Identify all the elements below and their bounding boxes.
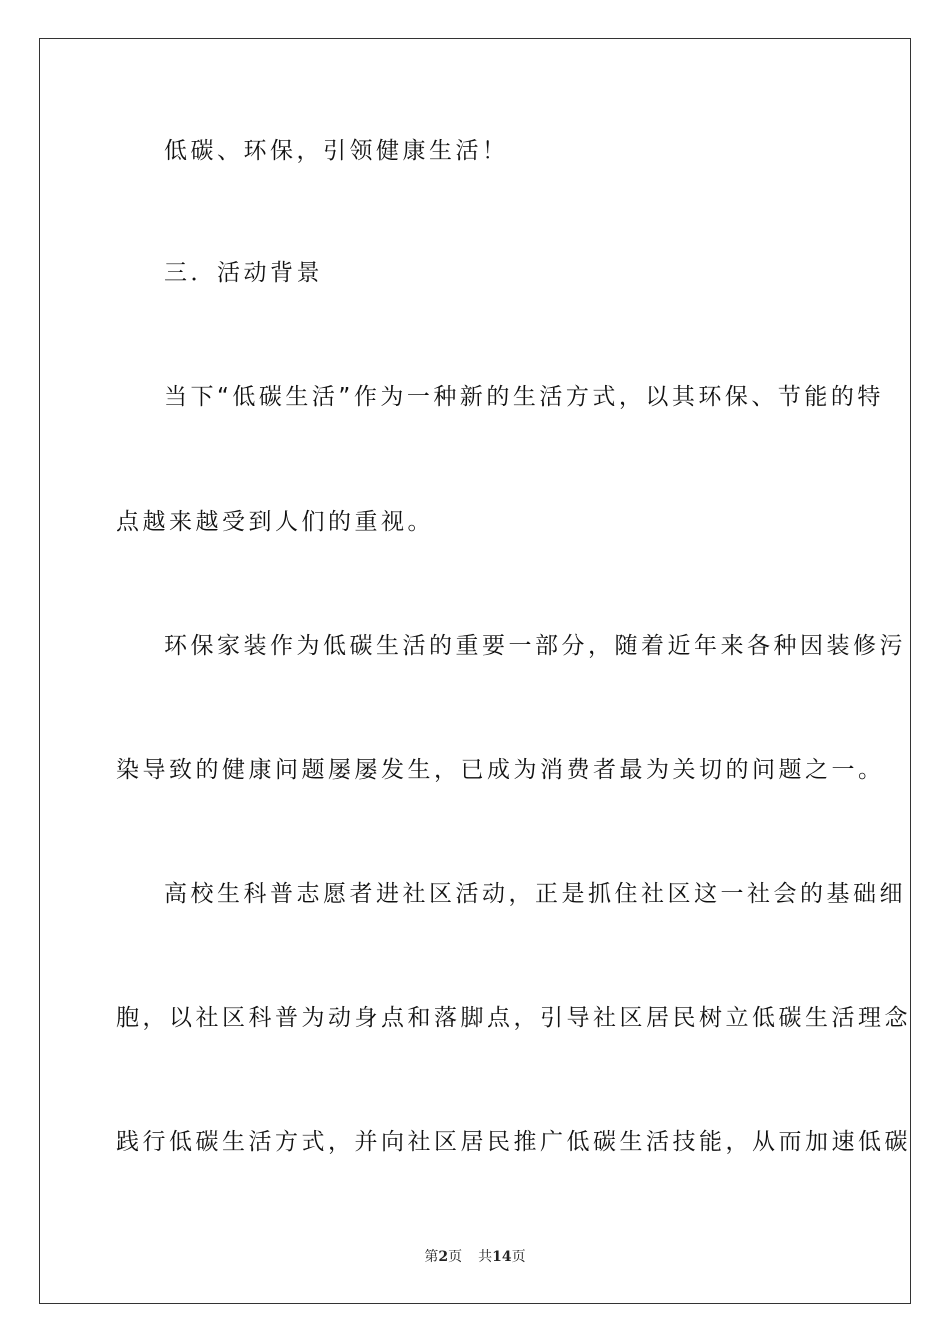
total-suffix: 页	[511, 1249, 526, 1265]
paragraph-line: 染导致的健康问题屡屡发生，已成为消费者最为关切的问题之一。	[116, 757, 885, 783]
paragraph-line: 高校生科普志愿者进社区活动，正是抓住社区这一社会的基础细	[164, 881, 906, 907]
section-heading: 三．活动背景	[164, 260, 323, 286]
total-pages: 14	[492, 1249, 512, 1265]
paragraph-line: 践行低碳生活方式，并向社区居民推广低碳生活技能，从而加速低碳	[116, 1129, 911, 1155]
paragraph-line: 胞，以社区科普为动身点和落脚点，引导社区居民树立低碳生活理念	[116, 1005, 911, 1031]
page-number: 2	[438, 1249, 449, 1265]
page-footer	[0, 1246, 950, 1266]
paragraph-line: 环保家装作为低碳生活的重要一部分，随着近年来各种因装修污	[164, 633, 906, 659]
page-prefix: 第	[424, 1249, 439, 1265]
paragraph-line: 点越来越受到人们的重视。	[116, 509, 434, 535]
total-prefix: 共	[478, 1249, 493, 1265]
page-suffix: 页	[448, 1249, 463, 1265]
page-frame	[39, 38, 911, 1304]
paragraph-slogan: 低碳、环保，引领健康生活！	[164, 138, 509, 164]
paragraph-line: 当下“低碳生活”作为一种新的生活方式，以其环保、节能的特	[164, 384, 884, 410]
